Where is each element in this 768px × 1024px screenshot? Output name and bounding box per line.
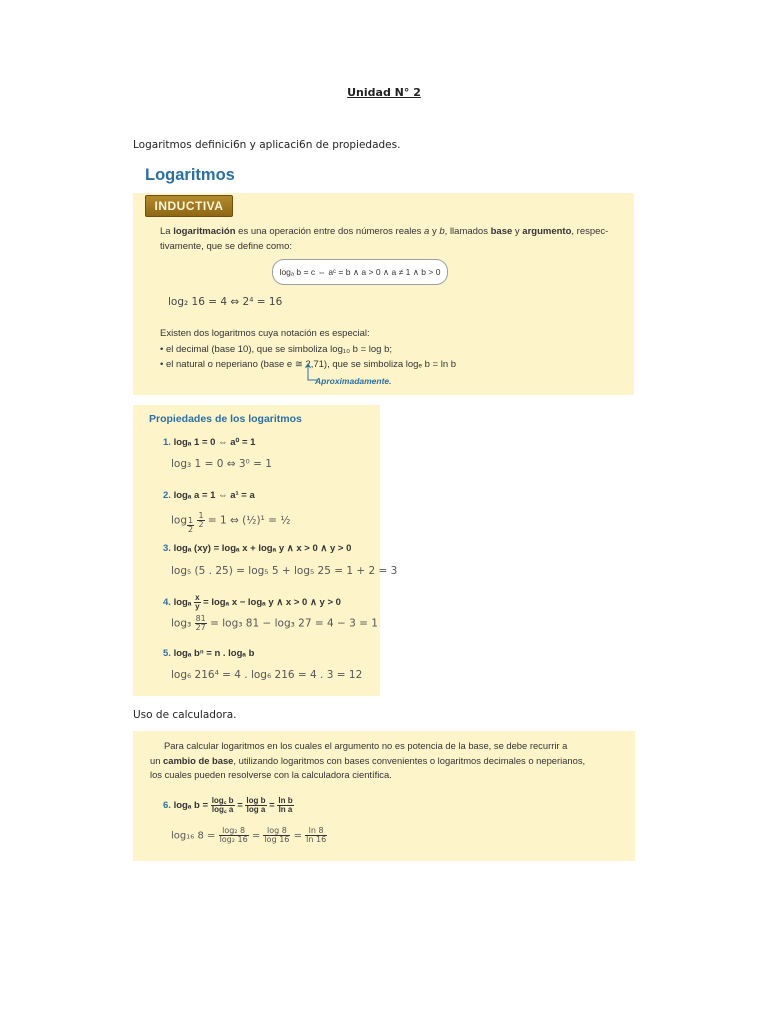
- property-rule-text: = logₐ x − logₐ y ∧ x > 0 ∧ y > 0: [200, 597, 341, 609]
- rule-lhs: logₐ b =: [173, 800, 209, 812]
- property-number: 1.: [163, 437, 171, 448]
- property-rule-text: logₐ 1 = 0 ⇔ a⁰ = 1: [173, 437, 256, 448]
- frac-den: log₂ 16: [219, 835, 248, 844]
- calc-text: , utilizando logaritmos con bases convenientes o logaritmos decimales o neperianos,: [233, 754, 586, 766]
- property-number: 2.: [163, 490, 171, 501]
- calc-text-line3: los cuales pueden resolverse con la calculadora científica.: [150, 769, 392, 781]
- example-text: = log₃ 81 − log₃ 27 = 4 − 3 = 1: [206, 617, 378, 630]
- def-text: , respec-: [571, 226, 609, 237]
- property-number: 6.: [163, 800, 171, 812]
- property-1-example: log₃ 1 = 0 ⇔ 3⁰ = 1: [171, 458, 272, 470]
- example-text: = 1 ⇔ (½)¹ = ½: [204, 514, 291, 527]
- frac-den: log 16: [264, 835, 290, 844]
- property-5-example: log₆ 216⁴ = 4 . log₆ 216 = 4 . 3 = 12: [171, 669, 363, 681]
- property-2-example: log $_{\frac{1}{2}}$ $\frac{1}{2}$ = 1 ⇔ (½)¹ = ½: [171, 511, 291, 534]
- section-label-logaritmos: Logaritmos definici6n y aplicaci6n de propiedades.: [133, 139, 401, 151]
- equals: =: [237, 800, 243, 812]
- definition-example: log₂ 16 = 4 ⇔ 2⁴ = 16: [168, 296, 283, 308]
- special-logs-list: [160, 326, 630, 373]
- section-label-calculadora: Uso de calculadora.: [133, 709, 237, 721]
- def-text: y: [512, 226, 523, 237]
- frac-den: log꜀ a: [211, 805, 234, 814]
- calculator-paragraph: [150, 739, 630, 783]
- frac-den: ln a: [278, 805, 293, 814]
- frac-num: ln 8: [305, 827, 327, 836]
- calc-text-line1: Para calcular logaritmos en los cuales el argumento no es potencia de la base, se debe recurrir a: [164, 740, 568, 751]
- property-6-rule: [163, 797, 294, 814]
- frac-num: log b: [246, 796, 266, 805]
- property-4-example: log₃ $\frac{81}{27}$ = log₃ 81 − log₃ 27 = 4 − 3 = 1: [171, 614, 378, 632]
- equals: =: [251, 830, 261, 842]
- property-rule-text: logₐ a = 1 ⇔ a¹ = a: [173, 490, 255, 501]
- example-text: log: [171, 514, 188, 527]
- example-lhs: log₁₆ 8 =: [171, 830, 216, 842]
- property-4-rule: 4. logₐ $\frac{x}{y}$ = logₐ x − logₐ y ∧ x > 0 ∧ y > 0: [163, 593, 341, 611]
- special-intro: Existen dos logaritmos cuya notación es especial:: [160, 328, 370, 339]
- property-6-example: [171, 827, 327, 844]
- def-var-a: a: [424, 226, 430, 237]
- def-text-line2: tivamente, que se define como:: [160, 241, 293, 253]
- def-var-b: b: [439, 226, 445, 237]
- property-number: 5.: [163, 648, 171, 659]
- property-1-rule: [163, 437, 255, 448]
- approx-note: Aproximadamente.: [315, 376, 392, 386]
- frac-num: log 8: [263, 827, 290, 836]
- property-number: 3.: [163, 543, 171, 554]
- property-3-rule: [163, 543, 351, 554]
- property-rule-text: logₐ (xy) = logₐ x + logₐ y ∧ x > 0 ∧ y > 0: [173, 543, 352, 554]
- property-5-rule: [163, 648, 254, 659]
- definition-paragraph: [160, 224, 630, 254]
- def-bold-base: base: [490, 226, 513, 237]
- special-decimal: • el decimal (base 10), que se simboliza log₁₀ b = log b;: [160, 343, 392, 355]
- frac-num: log꜀ b: [211, 796, 234, 805]
- property-2-rule: [163, 490, 255, 501]
- properties-title: Propiedades de los logaritmos: [149, 413, 302, 425]
- calc-text: un: [150, 754, 164, 766]
- def-text: , llamados: [444, 226, 491, 237]
- definition-formula: logₐ b = c ⇔ aᶜ = b ∧ a > 0 ∧ a ≠ 1 ∧ b > 0: [272, 259, 448, 285]
- unit-title: Unidad N° 2: [347, 86, 421, 99]
- def-text: es una operación entre dos números reales: [235, 226, 425, 237]
- logaritmos-heading: Logaritmos: [145, 166, 235, 184]
- property-rule-text: logₐ bⁿ = n . logₐ b: [173, 648, 255, 659]
- equals: =: [269, 800, 275, 812]
- def-bold-logaritmacion: logaritmación: [173, 226, 236, 237]
- def-text: La: [160, 226, 174, 237]
- property-3-example: log₅ (5 . 25) = log₅ 5 + log₅ 25 = 1 + 2 = 3: [171, 565, 398, 577]
- equals: =: [293, 830, 302, 842]
- frac-num: ln b: [278, 796, 293, 805]
- def-text: y: [429, 226, 440, 237]
- special-natural: • el natural o neperiano (base e ≅ 2,71), que se simboliza logₑ b = ln b: [160, 359, 457, 371]
- def-bold-argumento: argumento: [522, 226, 572, 237]
- inductiva-badge: INDUCTIVA: [145, 195, 233, 217]
- frac-den: ln 16: [306, 835, 327, 844]
- frac-num: log₂ 8: [219, 827, 249, 836]
- frac-den: log a: [246, 805, 266, 814]
- property-number: 4.: [163, 597, 171, 609]
- calc-bold-cambio-base: cambio de base: [163, 754, 234, 766]
